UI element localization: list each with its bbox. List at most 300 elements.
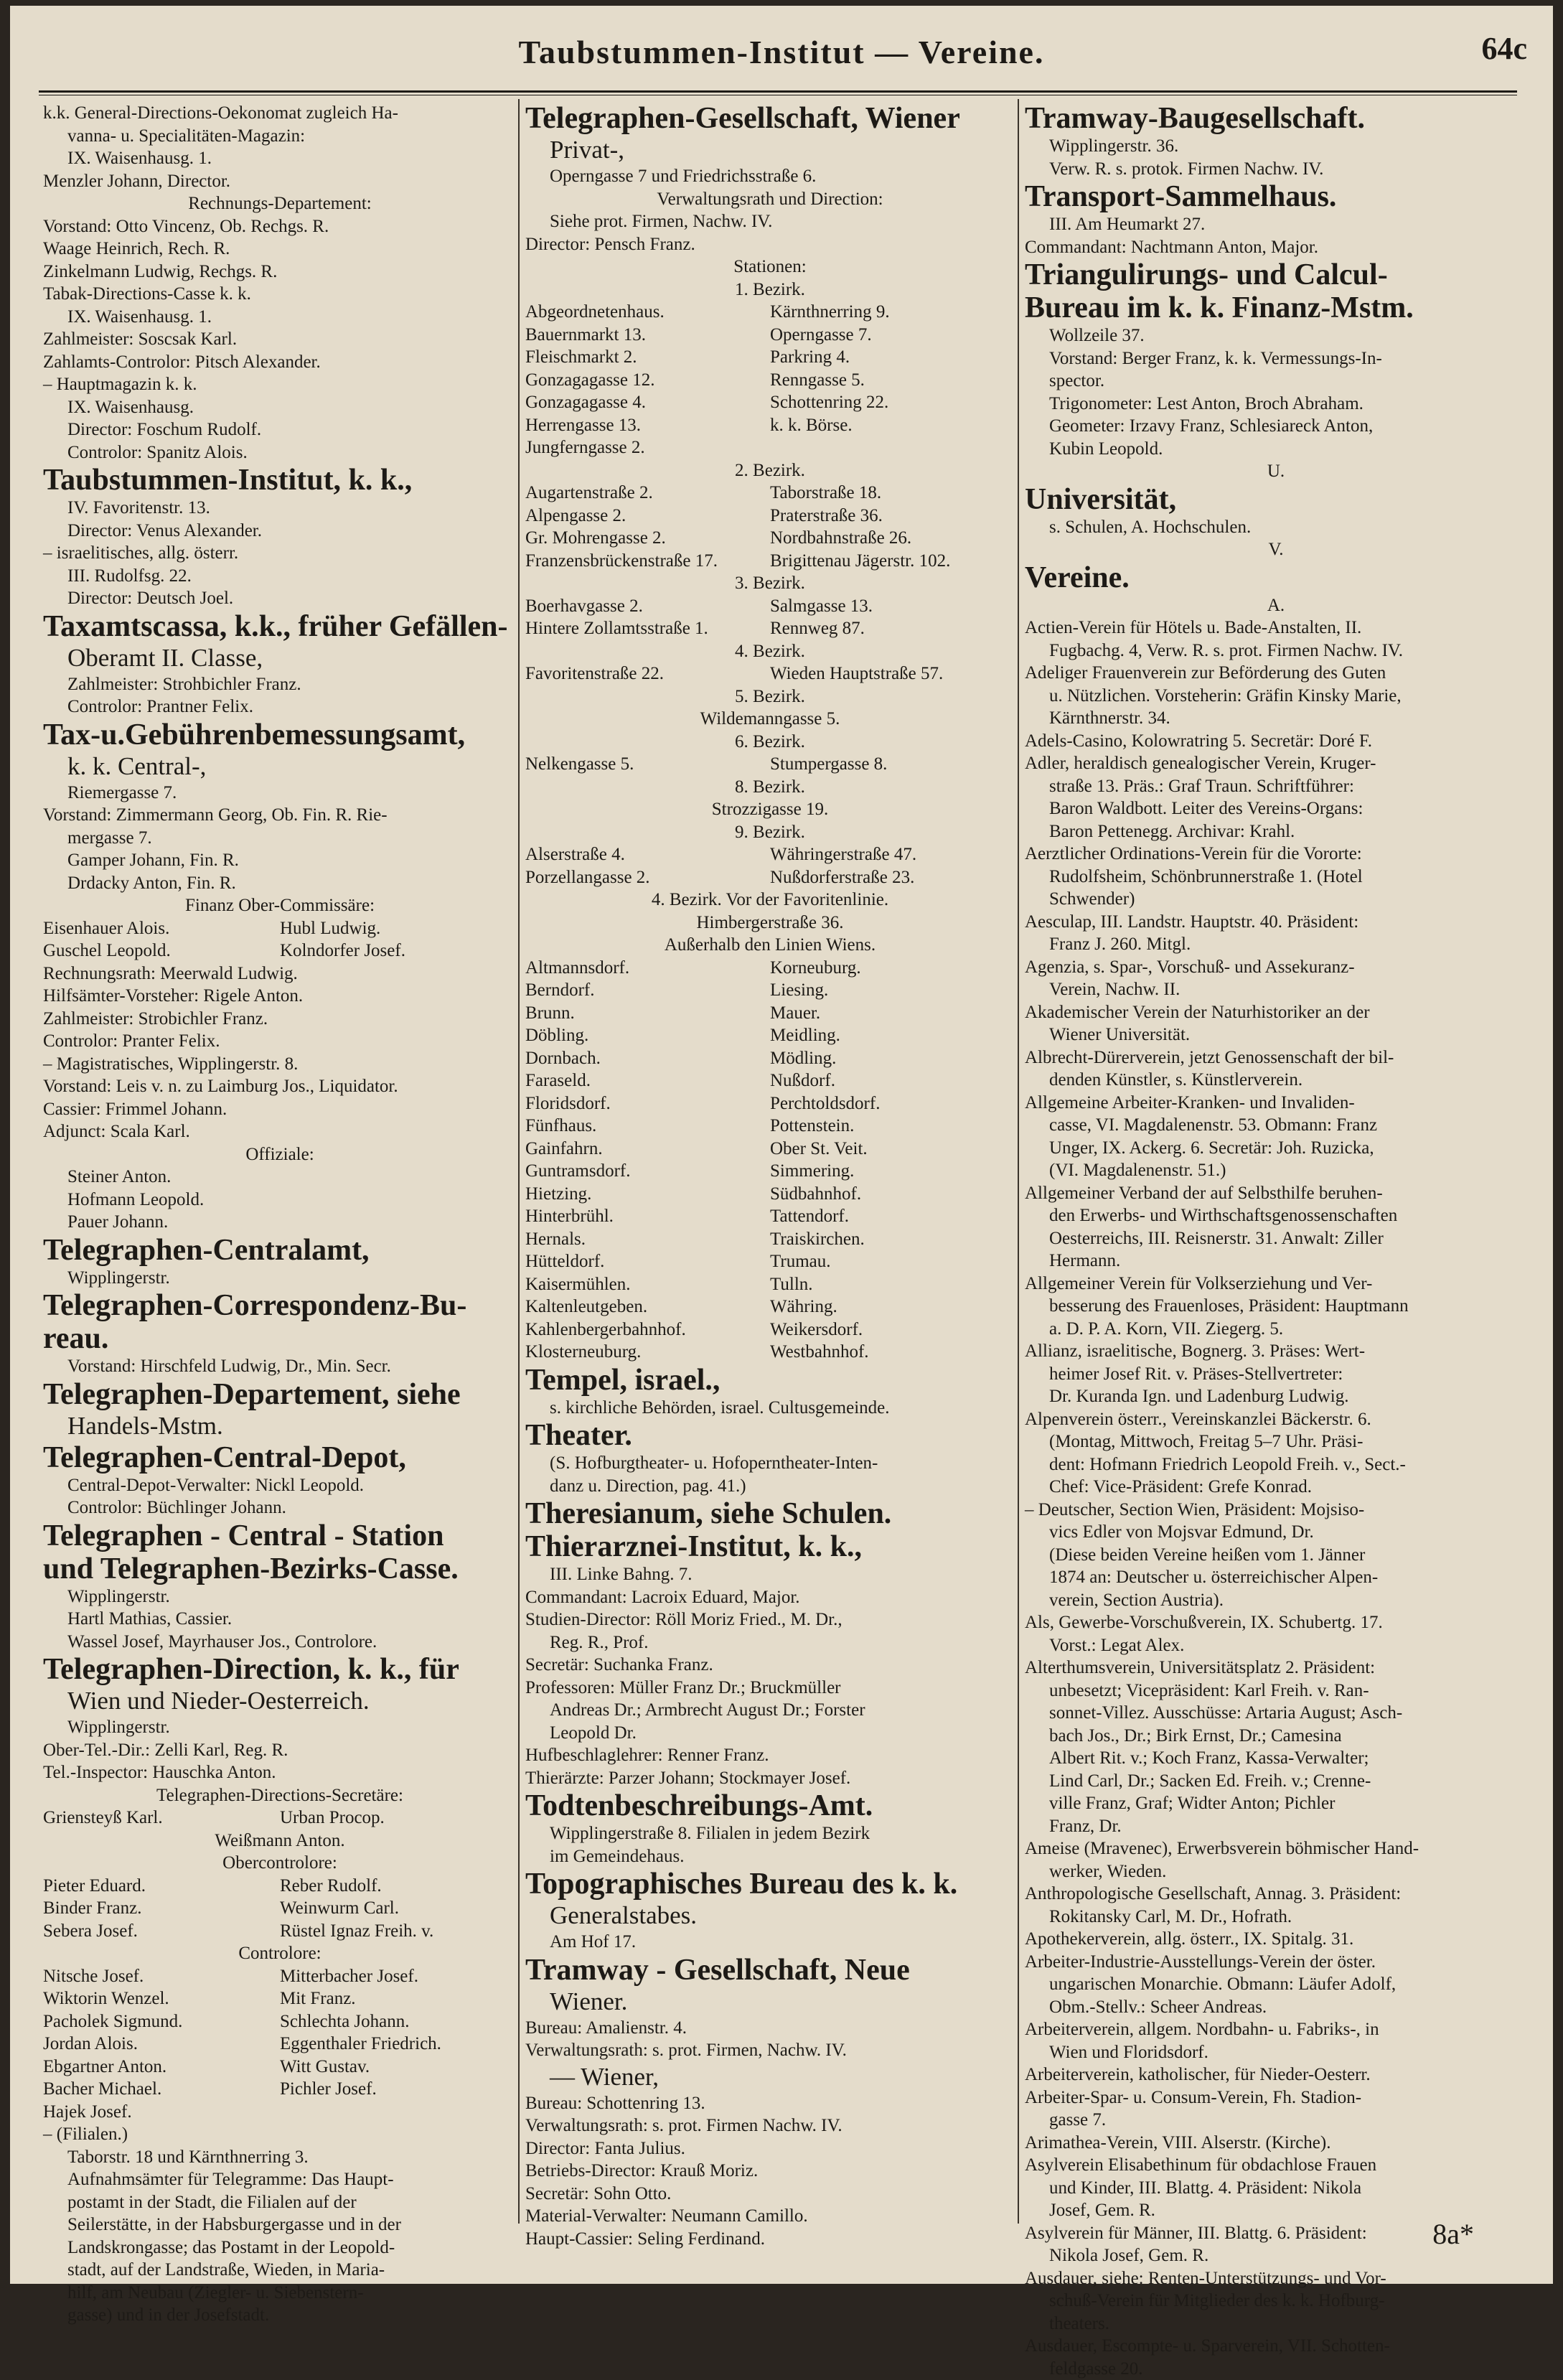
pair-right: Eggenthaler Friedrich.	[280, 2033, 517, 2056]
pair-right: Taborstraße 18.	[770, 482, 1015, 505]
pair-right: Pichler Josef.	[280, 2078, 517, 2101]
entry-detail: IV. Favoritenstr. 13.	[43, 497, 517, 520]
entry-detail: Kärnthnerstr. 34.	[1025, 707, 1527, 730]
pair-right: Nußdorf.	[770, 1069, 1015, 1092]
entry-line: Arbeiterverein, allgem. Nordbahn- u. Fabriks-, in	[1025, 2018, 1527, 2041]
entry-pair	[43, 1897, 517, 1920]
entry-detail: schuß-Verein für Mitglieder des k. k. Hofburg-	[1025, 2290, 1527, 2313]
pair-left: Nelkengasse 5.	[525, 753, 770, 776]
entry-heading: Universität,	[1025, 483, 1527, 516]
pair-right: Mit Franz.	[280, 1987, 517, 2010]
entry-detail: theaters.	[1025, 2313, 1527, 2336]
entry-pair	[525, 1205, 1015, 1228]
entry-line: Akademischer Verein der Naturhistoriker an der	[1025, 1001, 1527, 1024]
entry-detail: u. Nützlichen. Vorsteherin: Gräfin Kinsky Marie,	[1025, 685, 1527, 708]
entry-detail: Oesterreichs, III. Reisnerstr. 31. Anwalt: Ziller	[1025, 1227, 1527, 1250]
entry-line: Als, Gewerbe-Vorschußverein, IX. Schubertg. 17.	[1025, 1611, 1527, 1634]
entry-heading-cont: k. k. Central-,	[43, 751, 517, 782]
entry-heading: Tempel, israel.,	[525, 1364, 1015, 1397]
entry-pair	[525, 391, 1015, 414]
entry-heading: Topographisches Bureau des k. k.	[525, 1868, 1015, 1901]
entry-pair	[43, 940, 517, 962]
pair-left: Fleischmarkt 2.	[525, 346, 770, 369]
entry-line: Hufbeschlaglehrer: Renner Franz.	[525, 1744, 1015, 1767]
entry-detail: Wollzeile 37.	[1025, 324, 1527, 347]
entry-detail: III. Linke Bahng. 7.	[525, 1563, 1015, 1586]
entry-line: Arbeiter-Spar- u. Consum-Verein, Fh. Stadion-	[1025, 2086, 1527, 2109]
entry-detail: Steiner Anton.	[43, 1166, 517, 1189]
entry-pair	[525, 617, 1015, 640]
entry-heading: Theater.	[525, 1419, 1015, 1452]
entry-detail: Dr. Kuranda Ign. und Ladenburg Ludwig.	[1025, 1385, 1527, 1408]
pair-left: Hietzing.	[525, 1183, 770, 1206]
entry-heading: Thierarznei-Institut, k. k.,	[525, 1530, 1015, 1563]
entry-line: Tel.-Inspector: Hauschka Anton.	[43, 1761, 517, 1784]
entry-pair	[525, 979, 1015, 1002]
entry-line: Studien-Director: Röll Moriz Fried., M. Dr.,	[525, 1608, 1015, 1631]
pair-right: Tattendorf.	[770, 1205, 1015, 1228]
pair-left: Faraseld.	[525, 1069, 770, 1092]
entry-line: – israelitisches, allg. österr.	[43, 542, 517, 565]
entry-detail: 1874 an: Deutscher u. österreichischer Alpen-	[1025, 1566, 1527, 1589]
entry-line: Thierärzte: Parzer Johann; Stockmayer Josef.	[525, 1767, 1015, 1790]
section-label: Strozzigasse 19.	[525, 798, 1015, 821]
entry-detail: Reg. R., Prof.	[525, 1631, 1015, 1654]
entry-heading: Theresianum, siehe Schulen.	[525, 1497, 1015, 1530]
entry-pair	[525, 414, 1015, 437]
pair-right: Nordbahnstraße 26.	[770, 527, 1015, 550]
section-label: Außerhalb den Linien Wiens.	[525, 934, 1015, 957]
entry-pair	[525, 369, 1015, 392]
entry-detail: Landskrongasse; das Postamt in der Leopold-	[43, 2236, 517, 2259]
pair-left: Kaltenleutgeben.	[525, 1296, 770, 1318]
entry-detail: Controlor: Prantner Felix.	[43, 695, 517, 718]
section-label: 2. Bezirk.	[525, 459, 1015, 482]
entry-pair	[43, 1875, 517, 1898]
entry-detail: Leopold Dr.	[525, 1722, 1015, 1745]
pair-right: Salmgasse 13.	[770, 595, 1015, 618]
pair-left: Brunn.	[525, 1002, 770, 1025]
entry-line: – Magistratisches, Wipplingerstr. 8.	[43, 1053, 517, 1076]
entry-pair	[525, 866, 1015, 889]
pair-left: Kahlenbergerbahnhof.	[525, 1318, 770, 1341]
entry-pair	[43, 917, 517, 940]
pair-left: Klosterneuburg.	[525, 1341, 770, 1364]
entry-line: Ausdauer, siehe: Renten-Unterstützungs- und Vor-	[1025, 2267, 1527, 2290]
pair-right: Währingerstraße 47.	[770, 843, 1015, 866]
section-label: Weißmann Anton.	[43, 1829, 517, 1852]
entry-detail: vics Edler von Mojsvar Edmund, Dr.	[1025, 1521, 1527, 1544]
entry-line: Bureau: Amalienstr. 4.	[525, 2017, 1015, 2040]
entry-line: – Hauptmagazin k. k.	[43, 373, 517, 396]
entry-heading: Bureau im k. k. Finanz-Mstm.	[1025, 291, 1527, 324]
entry-line: Vorstand: Leis v. n. zu Laimburg Jos., Liquidator.	[43, 1075, 517, 1098]
entry-pair	[525, 1024, 1015, 1047]
entry-detail: (VI. Magdalenenstr. 51.)	[1025, 1159, 1527, 1182]
pair-left: Binder Franz.	[43, 1897, 280, 1920]
entry-line: Allianz, israelitische, Bognerg. 3. Präses: Wert-	[1025, 1340, 1527, 1363]
pair-right: Ober St. Veit.	[770, 1138, 1015, 1161]
entry-detail: hilf, am Neubau (Ziegler- u. Siebenstern-	[43, 2282, 517, 2305]
pair-right: Mauer.	[770, 1002, 1015, 1025]
entry-pair	[525, 301, 1015, 324]
entry-detail: Chef: Vice-Präsident: Grefe Konrad.	[1025, 1476, 1527, 1499]
entry-pair	[525, 505, 1015, 528]
entry-detail: feldgasse 20.	[1025, 2358, 1527, 2380]
pair-right: Reber Rudolf.	[280, 1875, 517, 1898]
entry-detail: mergasse 7.	[43, 827, 517, 850]
entry-pair	[525, 1341, 1015, 1364]
section-label: A.	[1025, 594, 1527, 617]
section-label: Rechnungs-Departement:	[43, 192, 517, 215]
entry-heading: Triangulirungs- und Calcul-	[1025, 258, 1527, 291]
entry-pair	[43, 1807, 517, 1829]
entry-detail: Drdacky Anton, Fin. R.	[43, 872, 517, 895]
pair-left: Abgeordnetenhaus.	[525, 301, 770, 324]
pair-right: Tulln.	[770, 1273, 1015, 1296]
pair-right: Schottenring 22.	[770, 391, 1015, 414]
entry-line: Apothekerverein, allg. österr., IX. Spitalg. 31.	[1025, 1928, 1527, 1951]
entry-detail: Wiener Universität.	[1025, 1023, 1527, 1046]
entry-detail: Trigonometer: Lest Anton, Broch Abraham.	[1025, 393, 1527, 416]
entry-heading: Telegraphen-Correspondenz-Bu-	[43, 1289, 517, 1322]
entry-heading: Telegraphen-Departement, siehe	[43, 1378, 517, 1411]
page-header-title: Taubstummen-Institut — Vereine.	[10, 33, 1553, 76]
pair-left: Gr. Mohrengasse 2.	[525, 527, 770, 550]
entry-line: Rechnungsrath: Meerwald Ludwig.	[43, 962, 517, 985]
entry-heading-cont: Privat-,	[525, 135, 1015, 165]
entry-line: Arimathea-Verein, VIII. Alserstr. (Kirche).	[1025, 2132, 1527, 2155]
entry-detail: Aufnahmsämter für Telegramme: Das Haupt-	[43, 2168, 517, 2191]
pair-left: Gonzagagasse 4.	[525, 391, 770, 414]
entry-line: Hilfsämter-Vorsteher: Rigele Anton.	[43, 985, 517, 1008]
entry-detail: dent: Hofmann Friedrich Leopold Freih. v., Sect.-	[1025, 1453, 1527, 1476]
entry-line: Allgemeine Arbeiter-Kranken- und Invaliden-	[1025, 1092, 1527, 1115]
entry-line: Arbeiter-Industrie-Ausstellungs-Verein der öster.	[1025, 1951, 1527, 1974]
pair-left: Pieter Eduard.	[43, 1875, 280, 1898]
entry-heading: Telegraphen-Gesellschaft, Wiener	[525, 102, 1015, 135]
pair-right: Schlechta Johann.	[280, 2010, 517, 2033]
entry-line: Anthropologische Gesellschaft, Annag. 3. Präsident:	[1025, 1883, 1527, 1906]
entry-pair	[525, 346, 1015, 369]
entry-line: Adeliger Frauenverein zur Beförderung des Guten	[1025, 662, 1527, 685]
entry-line: Verwaltungsrath: s. prot. Firmen, Nachw. IV.	[525, 2039, 1015, 2062]
entry-detail: Director: Foschum Rudolf.	[43, 418, 517, 441]
entry-detail: denden Künstler, s. Künstlerverein.	[1025, 1069, 1527, 1092]
entry-line: Waage Heinrich, Rech. R.	[43, 238, 517, 261]
entry-line: Alterthumsverein, Universitätsplatz 2. Präsident:	[1025, 1657, 1527, 1679]
section-label: Wildemanngasse 5.	[525, 708, 1015, 731]
pair-left: Herrengasse 13.	[525, 414, 770, 437]
entry-pair	[525, 1138, 1015, 1161]
entry-detail: Pauer Johann.	[43, 1211, 517, 1234]
pair-right: Währing.	[770, 1296, 1015, 1318]
section-label: Finanz Ober-Commissäre:	[43, 894, 517, 917]
entry-pair	[525, 662, 1015, 685]
entry-detail: casse, VI. Magdalenenstr. 53. Obmann: Franz	[1025, 1114, 1527, 1137]
column-right	[1025, 102, 1527, 2241]
entry-heading: Telegraphen-Central-Depot,	[43, 1441, 517, 1474]
section-label: Controlore:	[43, 1942, 517, 1965]
entry-line: Secretär: Suchanka Franz.	[525, 1654, 1015, 1677]
entry-pair	[525, 1296, 1015, 1318]
entry-line: Allgemeiner Verband der auf Selbsthilfe beruhen-	[1025, 1182, 1527, 1205]
entry-line: Cassier: Frimmel Johann.	[43, 1098, 517, 1121]
entry-pair	[43, 1920, 517, 1943]
entry-detail: gasse) und in der Josefstadt.	[43, 2304, 517, 2327]
entry-pair	[525, 1273, 1015, 1296]
pair-right: Traiskirchen.	[770, 1228, 1015, 1251]
entry-pair	[525, 595, 1015, 618]
entry-pair	[525, 1047, 1015, 1070]
entry-heading-cont: Handels-Mstm.	[43, 1411, 517, 1441]
section-label: U.	[1025, 460, 1527, 483]
section-label: 5. Bezirk.	[525, 685, 1015, 708]
entry-detail: Riemergasse 7.	[43, 782, 517, 805]
entry-detail: Albert Rit. v.; Koch Franz, Kassa-Verwalter;	[1025, 1747, 1527, 1770]
entry-detail: ungarischen Monarchie. Obmann: Läufer Adolf,	[1025, 1973, 1527, 1996]
entry-detail: Baron Pettenegg. Archivar: Krahl.	[1025, 820, 1527, 843]
column-middle	[525, 102, 1015, 2241]
entry-detail: III. Am Heumarkt 27.	[1025, 213, 1527, 236]
entry-detail: Am Hof 17.	[525, 1931, 1015, 1954]
entry-line: Zinkelmann Ludwig, Rechgs. R.	[43, 261, 517, 284]
entry-detail: Director: Venus Alexander.	[43, 520, 517, 543]
pair-right: Rüstel Ignaz Freih. v.	[280, 1920, 517, 1943]
entry-detail: Hofmann Leopold.	[43, 1189, 517, 1212]
entry-detail: Andreas Dr.; Armbrecht August Dr.; Forster	[525, 1699, 1015, 1722]
entry-detail: Rokitansky Carl, M. Dr., Hofrath.	[1025, 1906, 1527, 1929]
section-label: V.	[1025, 538, 1527, 561]
entry-line: Menzler Johann, Director.	[43, 170, 517, 193]
entry-heading: Telegraphen-Centralamt,	[43, 1234, 517, 1267]
entry-pair	[525, 1092, 1015, 1115]
section-label: 9. Bezirk.	[525, 821, 1015, 844]
entry-heading: Telegraphen-Direction, k. k., für	[43, 1653, 517, 1686]
entry-detail: Wipplingerstr.	[43, 1267, 517, 1290]
pair-left: Griensteyß Karl.	[43, 1807, 280, 1829]
entry-detail: stadt, auf der Landstraße, Wieden, in Maria-	[43, 2259, 517, 2282]
entry-line: Secretär: Sohn Otto.	[525, 2183, 1015, 2206]
entry-detail: Baron Waldbott. Leiter des Vereins-Organs:	[1025, 797, 1527, 820]
entry-line: Commandant: Lacroix Eduard, Major.	[525, 1586, 1015, 1609]
entry-line: Alpenverein österr., Vereinskanzlei Bäckerstr. 6.	[1025, 1408, 1527, 1431]
entry-heading: Tramway-Baugesellschaft.	[1025, 102, 1527, 135]
entry-line: Commandant: Nachtmann Anton, Major.	[1025, 236, 1527, 259]
entry-line: Albrecht-Dürerverein, jetzt Genossenschaft der bil-	[1025, 1046, 1527, 1069]
pair-right: Brigittenau Jägerstr. 102.	[770, 550, 1015, 573]
entry-detail: III. Rudolfsg. 22.	[43, 565, 517, 588]
entry-pair	[43, 2078, 517, 2101]
entry-detail: s. Schulen, A. Hochschulen.	[1025, 516, 1527, 539]
entry-pair	[525, 843, 1015, 866]
pair-right: Liesing.	[770, 979, 1015, 1002]
pair-left: Favoritenstraße 22.	[525, 662, 770, 685]
entry-detail: Rudolfsheim, Schönbrunnerstraße 1. (Hotel	[1025, 866, 1527, 889]
pair-right: Westbahnhof.	[770, 1341, 1015, 1364]
section-label: Obercontrolore:	[43, 1852, 517, 1875]
entry-detail: Taborstr. 18 und Kärnthnerring 3.	[43, 2146, 517, 2169]
entry-heading: Taubstummen-Institut, k. k.,	[43, 464, 517, 497]
pair-right	[770, 436, 1015, 459]
entry-detail: Verw. R. s. protok. Firmen Nachw. IV.	[1025, 158, 1527, 181]
pair-left: Alserstraße 4.	[525, 843, 770, 866]
entry-detail: Vorstand: Berger Franz, k. k. Vermessungs-In-	[1025, 347, 1527, 370]
entry-detail: Vorstand: Hirschfeld Ludwig, Dr., Min. Secr.	[43, 1355, 517, 1378]
entry-detail: danz u. Direction, pag. 41.)	[525, 1475, 1015, 1498]
entry-line: Betriebs-Director: Krauß Moriz.	[525, 2160, 1015, 2183]
entry-pair	[43, 1965, 517, 1988]
pair-right: Renngasse 5.	[770, 369, 1015, 392]
pair-right: Weinwurm Carl.	[280, 1897, 517, 1920]
section-label: 4. Bezirk. Vor der Favoritenlinie.	[525, 889, 1015, 912]
entry-pair	[525, 482, 1015, 505]
section-label: 4. Bezirk.	[525, 640, 1015, 663]
pair-left: Alpengasse 2.	[525, 505, 770, 528]
header-rule	[39, 90, 1517, 93]
column-divider-left	[518, 99, 520, 2224]
entry-detail: Josef, Gem. R.	[1025, 2199, 1527, 2222]
entry-detail: Geometer: Irzavy Franz, Schlesiareck Anton,	[1025, 415, 1527, 438]
pair-left: Augartenstraße 2.	[525, 482, 770, 505]
entry-line: Bureau: Schottenring 13.	[525, 2092, 1015, 2115]
entry-detail: werker, Wieden.	[1025, 1860, 1527, 1883]
section-label: Offiziale:	[43, 1143, 517, 1166]
pair-right: Nußdorferstraße 23.	[770, 866, 1015, 889]
pair-left: Ebgartner Anton.	[43, 2056, 280, 2079]
entry-pair	[525, 957, 1015, 980]
entry-detail: Controlor: Spanitz Alois.	[43, 441, 517, 464]
entry-detail: Wipplingerstraße 8. Filialen in jedem Bezirk	[525, 1822, 1015, 1845]
entry-line: Verwaltungsrath: s. prot. Firmen Nachw. IV.	[525, 2114, 1015, 2137]
entry-detail: und Kinder, III. Blattg. 4. Präsident: Nikola	[1025, 2177, 1527, 2200]
entry-line: Tabak-Directions-Casse k. k.	[43, 283, 517, 306]
entry-pair	[525, 436, 1015, 459]
entry-detail: Unger, IX. Ackerg. 6. Secretär: Joh. Ruzicka,	[1025, 1137, 1527, 1160]
entry-line: Adjunct: Scala Karl.	[43, 1120, 517, 1143]
entry-detail: IX. Waisenhausg. 1.	[43, 306, 517, 329]
pair-right: Weikersdorf.	[770, 1318, 1015, 1341]
entry-detail: Zahlmeister: Strohbichler Franz.	[43, 673, 517, 696]
pair-left: Nitsche Josef.	[43, 1965, 280, 1988]
entry-detail: Obm.-Stellv.: Scheer Andreas.	[1025, 1996, 1527, 2019]
entry-detail: Hartl Mathias, Cassier.	[43, 1608, 517, 1631]
section-label: Verwaltungsrath und Direction:	[525, 188, 1015, 211]
pair-right: Wieden Hauptstraße 57.	[770, 662, 1015, 685]
entry-detail: (Diese beiden Vereine heißen vom 1. Jänner	[1025, 1544, 1527, 1567]
entry-detail: Wien und Floridsdorf.	[1025, 2041, 1527, 2064]
entry-line: Professoren: Müller Franz Dr.; Bruckmüller	[525, 1677, 1015, 1700]
section-label: 8. Bezirk.	[525, 776, 1015, 799]
entry-detail: Hermann.	[1025, 1250, 1527, 1273]
entry-pair	[525, 1228, 1015, 1251]
entry-heading: Tramway - Gesellschaft, Neue	[525, 1954, 1015, 1987]
pair-right: k. k. Börse.	[770, 414, 1015, 437]
entry-pair	[525, 1069, 1015, 1092]
entry-detail: Kubin Leopold.	[1025, 438, 1527, 461]
entry-pair	[43, 1987, 517, 2010]
entry-detail: ville Franz, Graf; Widter Anton; Pichler	[1025, 1792, 1527, 1815]
pair-right: Stumpergasse 8.	[770, 753, 1015, 776]
column-divider-right	[1018, 99, 1019, 2224]
entry-pair	[525, 527, 1015, 550]
entry-heading-cont: Oberamt II. Classe,	[43, 643, 517, 673]
entry-heading: Telegraphen - Central - Station	[43, 1519, 517, 1552]
entry-detail: postamt in der Stadt, die Filialen auf der	[43, 2191, 517, 2214]
pair-left: Fünfhaus.	[525, 1115, 770, 1138]
pair-left: Wiktorin Wenzel.	[43, 1987, 280, 2010]
pair-right: Meidling.	[770, 1024, 1015, 1047]
pair-left: Guntramsdorf.	[525, 1160, 770, 1183]
entry-pair	[43, 2033, 517, 2056]
entry-detail: Gamper Johann, Fin. R.	[43, 849, 517, 872]
pair-left: Gonzagagasse 12.	[525, 369, 770, 392]
entry-line: Director: Fanta Julius.	[525, 2137, 1015, 2160]
entry-pair	[525, 324, 1015, 347]
pair-left: Hintere Zollamtsstraße 1.	[525, 617, 770, 640]
entry-heading: Transport-Sammelhaus.	[1025, 180, 1527, 213]
pair-right: Perchtoldsdorf.	[770, 1092, 1015, 1115]
entry-line: Aerztlicher Ordinations-Verein für die Vororte:	[1025, 843, 1527, 866]
entry-line: Ameise (Mravenec), Erwerbsverein böhmischer Hand-	[1025, 1837, 1527, 1860]
pair-right: Pottenstein.	[770, 1115, 1015, 1138]
pair-left: Franzensbrückenstraße 17.	[525, 550, 770, 573]
entry-detail: Franz J. 260. Mitgl.	[1025, 933, 1527, 956]
pair-left: Jungferngasse 2.	[525, 436, 770, 459]
entry-pair	[525, 1250, 1015, 1273]
entry-detail: sonnet-Villez. Ausschüsse: Artaria August; Asch-	[1025, 1702, 1527, 1725]
entry-detail: Nikola Josef, Gem. R.	[1025, 2244, 1527, 2267]
pair-right: Kärnthnerring 9.	[770, 301, 1015, 324]
entry-heading-cont: Generalstabes.	[525, 1901, 1015, 1931]
entry-heading: reau.	[43, 1322, 517, 1355]
entry-detail: Verein, Nachw. II.	[1025, 978, 1527, 1001]
pair-right: Kolndorfer Josef.	[280, 940, 517, 962]
pair-right: Parkring 4.	[770, 346, 1015, 369]
entry-line: Director: Pensch Franz.	[525, 233, 1015, 256]
pair-left: Floridsdorf.	[525, 1092, 770, 1115]
entry-line: Actien-Verein für Hötels u. Bade-Anstalten, II.	[1025, 617, 1527, 639]
pair-right: Hubl Ludwig.	[280, 917, 517, 940]
entry-pair	[525, 1318, 1015, 1341]
entry-line: Adels-Casino, Kolowratring 5. Secretär: Doré F.	[1025, 730, 1527, 753]
entry-line: Arbeiterverein, katholischer, für Nieder-Oesterr.	[1025, 2063, 1527, 2086]
entry-detail: Director: Deutsch Joel.	[43, 587, 517, 610]
directory-page	[10, 6, 1553, 2284]
pair-right: Urban Procop.	[280, 1807, 517, 1829]
entry-line: Zahlamts-Controlor: Pitsch Alexander.	[43, 351, 517, 374]
pair-left: Altmannsdorf.	[525, 957, 770, 980]
entry-heading: Taxamtscassa, k.k., früher Gefällen-	[43, 610, 517, 643]
entry-detail: straße 13. Präs.: Graf Traun. Schriftführer:	[1025, 775, 1527, 798]
entry-line: Zahlmeister: Strobichler Franz.	[43, 1008, 517, 1031]
section-label: Telegraphen-Directions-Secretäre:	[43, 1784, 517, 1807]
pair-left: Guschel Leopold.	[43, 940, 280, 962]
entry-pair	[43, 2010, 517, 2033]
entry-detail: den Erwerbs- und Wirthschaftsgenossenschaften	[1025, 1204, 1527, 1227]
entry-line: Vorstand: Zimmermann Georg, Ob. Fin. R. Rie-	[43, 804, 517, 827]
entry-detail: Seilerstätte, in der Habsburgergasse und in der	[43, 2213, 517, 2236]
entry-line: Zahlmeister: Soscsak Karl.	[43, 328, 517, 351]
pair-left: Berndorf.	[525, 979, 770, 1002]
entry-line: k.k. General-Directions-Oekonomat zugleich Ha-	[43, 102, 517, 125]
pair-left: Eisenhauer Alois.	[43, 917, 280, 940]
pair-left: Bauernmarkt 13.	[525, 324, 770, 347]
entry-detail: gasse 7.	[1025, 2109, 1527, 2132]
entry-detail: a. D. P. A. Korn, VII. Ziegerg. 5.	[1025, 1318, 1527, 1341]
pair-left: Boerhavgasse 2.	[525, 595, 770, 618]
entry-detail: spector.	[1025, 370, 1527, 393]
